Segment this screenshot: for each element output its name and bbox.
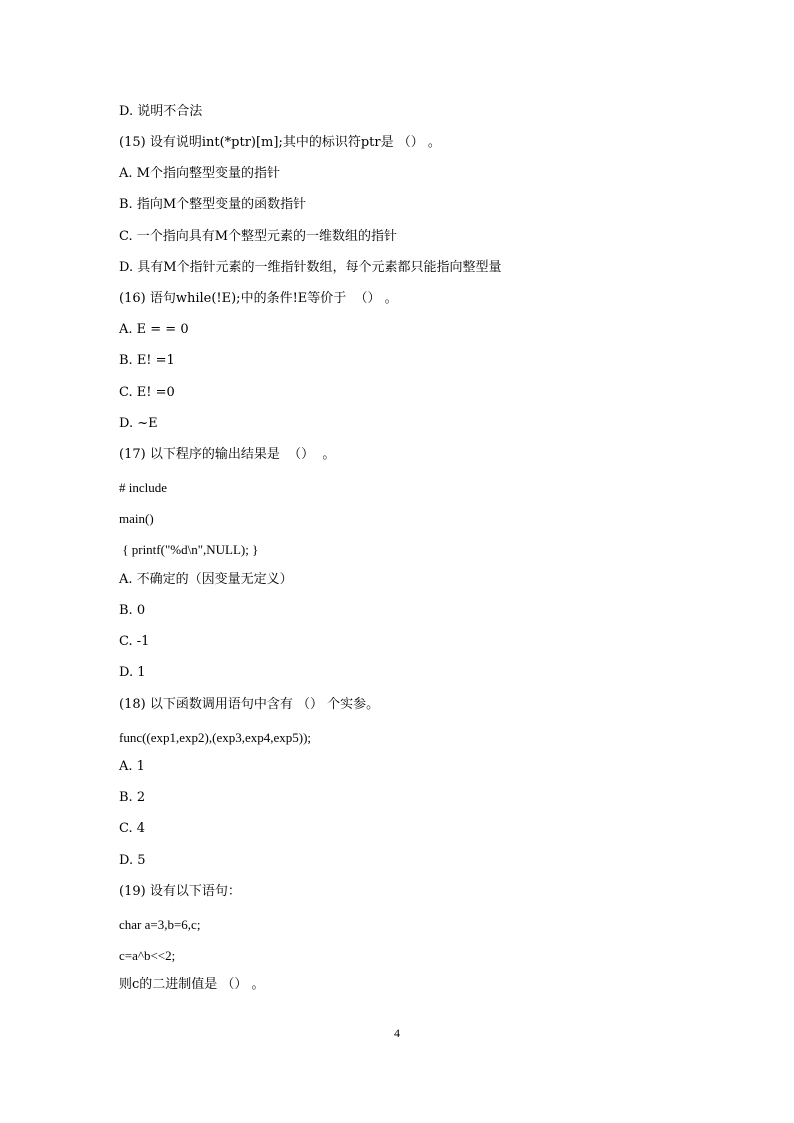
option-d-18: D. 5 [119, 853, 146, 868]
page-number: 4 [394, 1026, 400, 1040]
option-d-14: D. 说明不合法 [119, 104, 203, 119]
option-a-15: A. M个指向整型变量的指针 [119, 166, 280, 181]
option-c-17: C. -1 [119, 634, 150, 649]
option-c-16: C. E! =0 [119, 385, 175, 400]
option-b-17: B. 0 [119, 603, 146, 618]
question-18: (18) 以下函数调用语句中含有 （） 个实参。 [119, 697, 380, 712]
question-17: (17) 以下程序的输出结果是 （） 。 [119, 447, 336, 462]
question-15: (15) 设有说明int(*ptr)[m];其中的标识符ptr是 （） 。 [119, 135, 441, 150]
code-line-printf: { printf("%d\n",NULL); } [119, 542, 259, 557]
option-a-16: A. E = = 0 [119, 322, 189, 337]
option-a-17: A. 不确定的（因变量无定义） [119, 572, 293, 587]
option-d-15: D. 具有M个指针元素的一维指针数组，每个元素都只能指向整型量 [119, 260, 502, 275]
question-19-prompt: 则c的二进制值是 （） 。 [119, 977, 265, 992]
code-line-main: main() [119, 511, 154, 526]
option-c-15: C. 一个指向具有M个整型元素的一维数组的指针 [119, 229, 398, 244]
option-b-18: B. 2 [119, 790, 146, 805]
code-line-char: char a=3,b=6,c; [119, 917, 201, 932]
code-line-assign: c=a^b<<2; [119, 948, 176, 963]
option-a-18: A. 1 [119, 759, 145, 774]
option-d-16: D. ~E [119, 416, 158, 431]
option-c-18: C. 4 [119, 821, 146, 836]
option-d-17: D. 1 [119, 665, 146, 680]
code-line-func: func((exp1,exp2),(exp3,exp4,exp5)); [119, 730, 312, 745]
question-16: (16) 语句while(!E);中的条件!E等价于 （） 。 [119, 291, 398, 306]
question-19: (19) 设有以下语句： [119, 884, 241, 899]
code-line-include: # include [119, 480, 168, 495]
option-b-15: B. 指向M个整型变量的函数指针 [119, 197, 307, 212]
option-b-16: B. E! =1 [119, 353, 175, 368]
